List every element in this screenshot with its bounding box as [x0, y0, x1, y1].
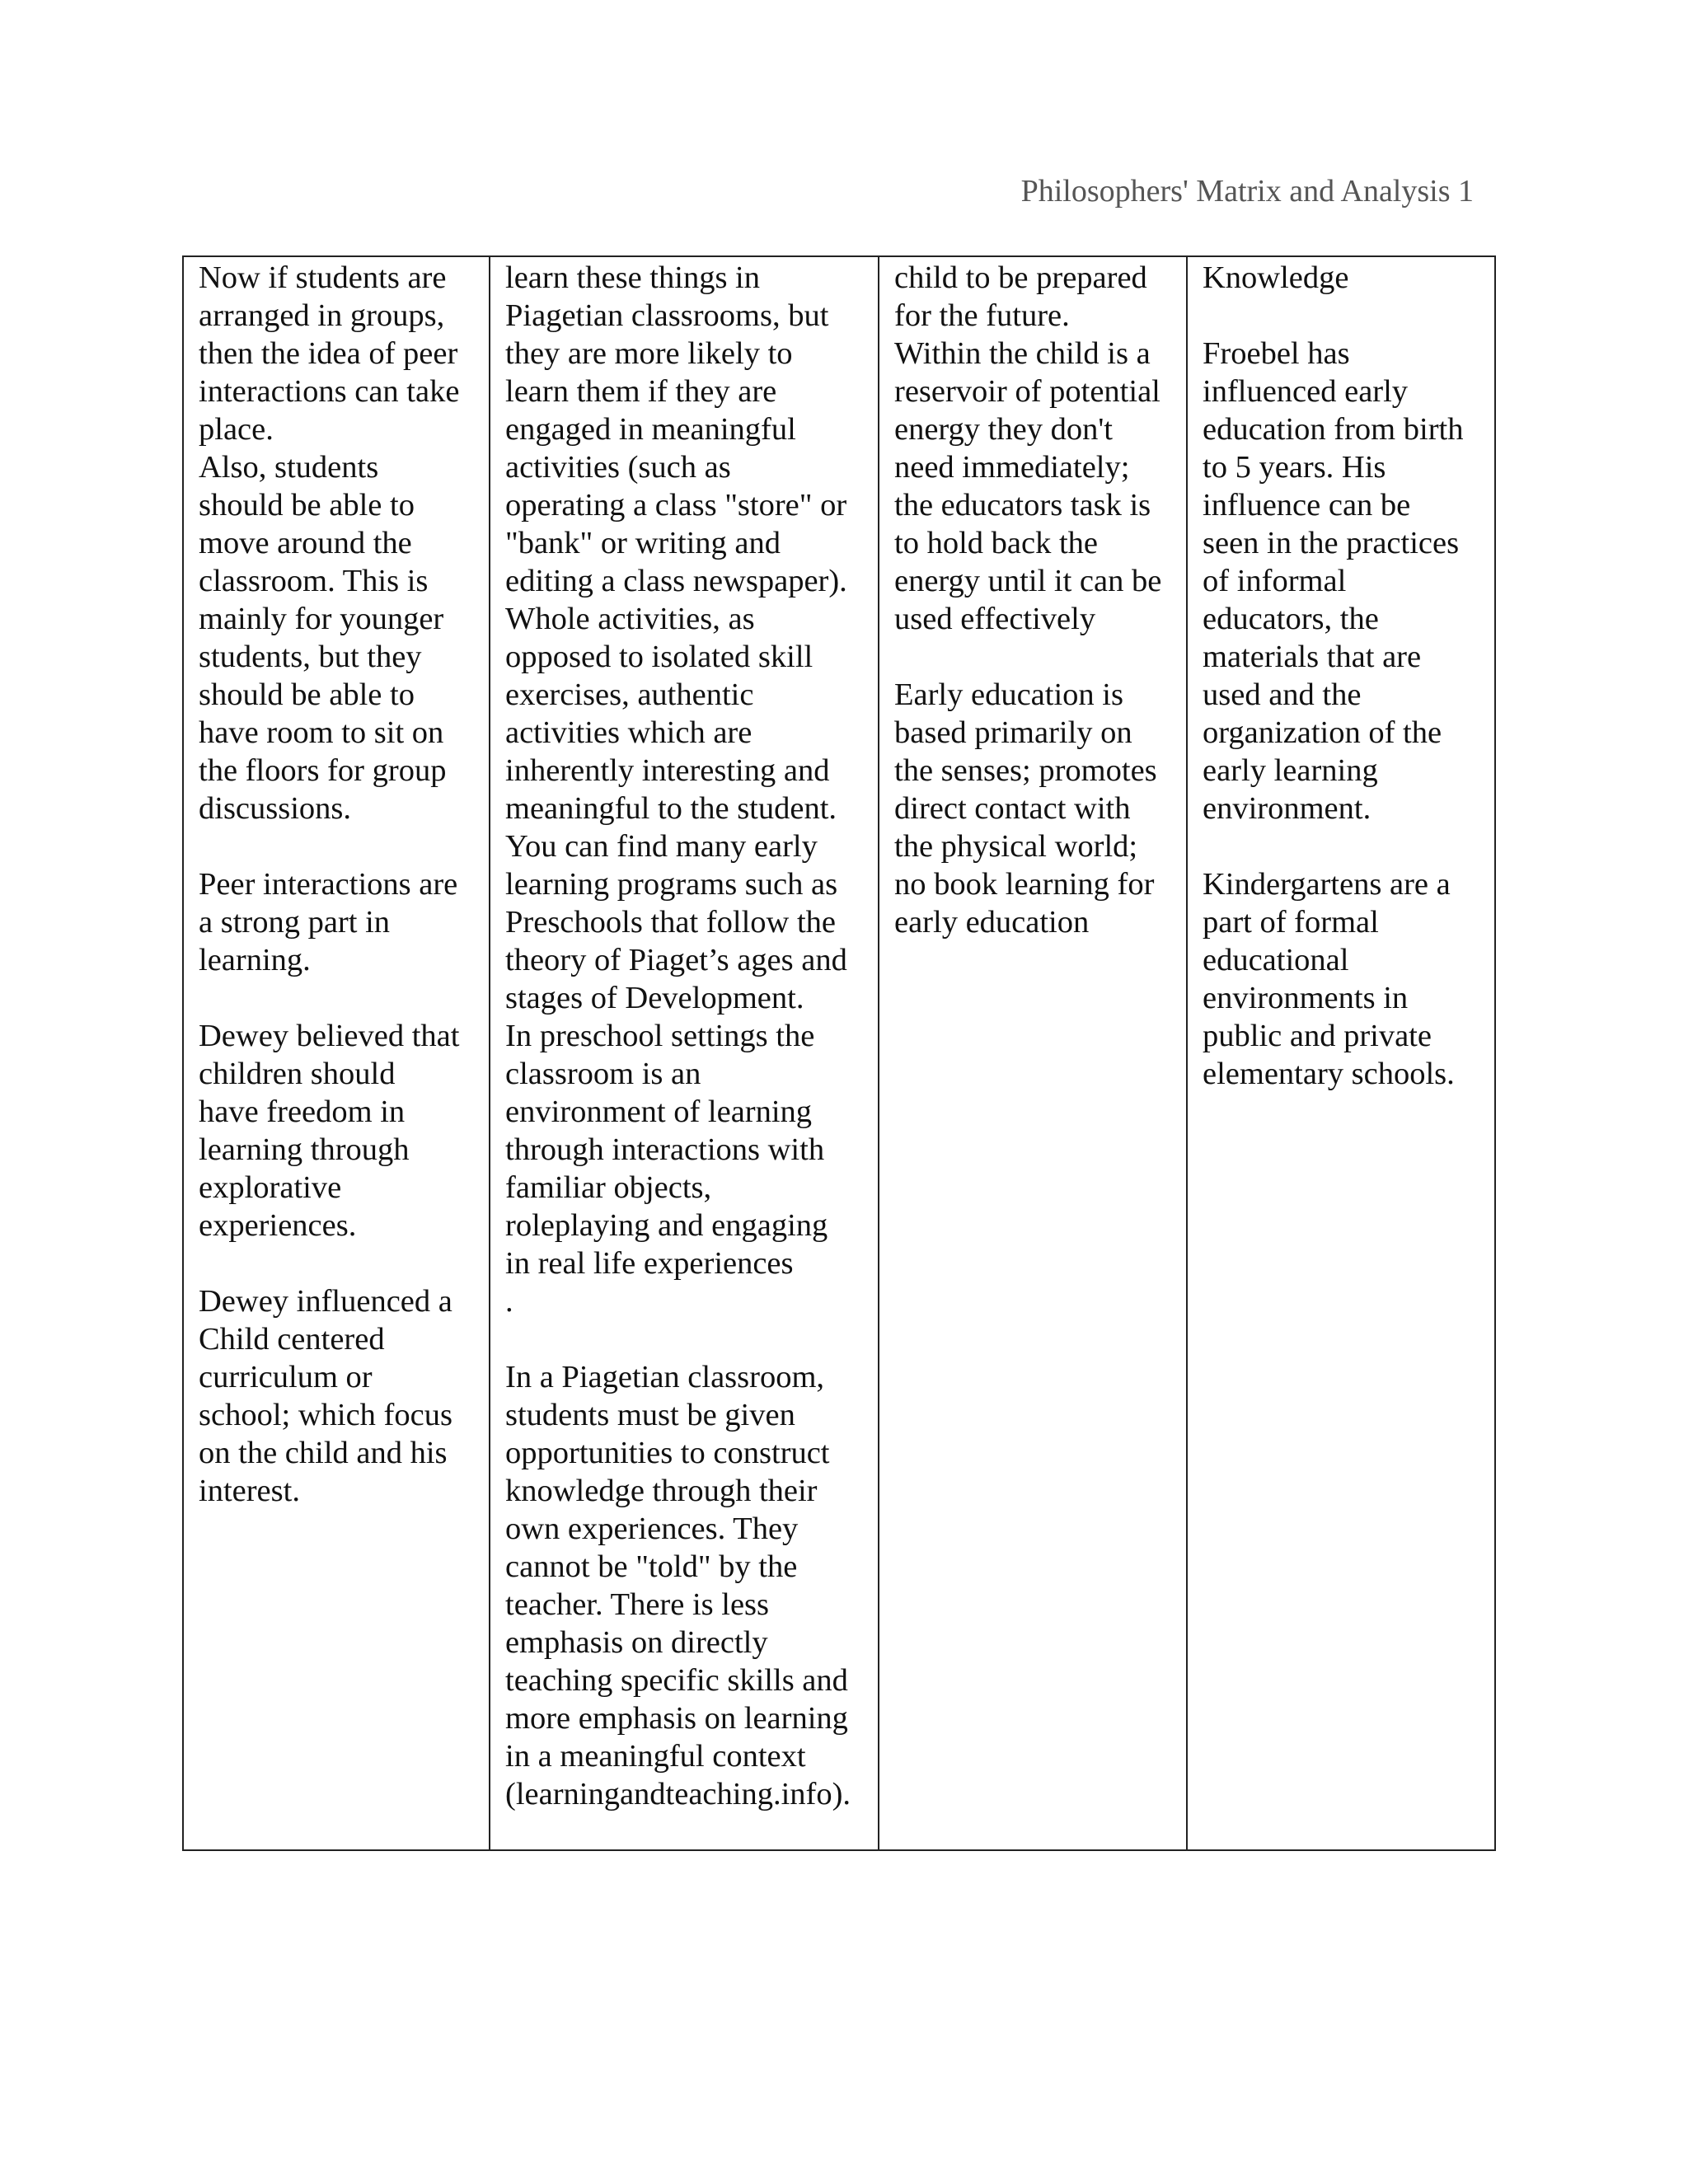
cell-paragraph: Kindergartens are a part of formal educational environments in public and private elementary schools.: [1203, 867, 1455, 1091]
cell-paragraph: Early education is based primarily on the senses; promotes direct contact with the physical world; no book learning for early education: [894, 677, 1157, 940]
matrix-cell-2: [490, 256, 879, 1850]
table-row: [183, 256, 1495, 1850]
running-head: Philosophers' Matrix and Analysis 1: [1020, 174, 1474, 209]
cell-paragraph: Dewey believed that children should have freedom in learning through explorative experiences.: [199, 1019, 460, 1243]
philosophers-matrix-table: [182, 255, 1496, 1851]
cell-paragraph: child to be prepared for the future. Within the child is a reservoir of potential energy they don't need immediately; the educators task is to hold back the energy until it can be used effectively: [894, 260, 1162, 636]
cell-paragraph: Now if students are arranged in groups, then the idea of peer interactions can take place. Also, students should be able to move around the classroom. This is mainly for younger students, but they should be able to have room to sit on the floors for group discussions.: [199, 260, 460, 826]
cell-paragraph: Peer interactions are a strong part in learning.: [199, 867, 458, 977]
matrix-cell-3: [879, 256, 1187, 1850]
cell-paragraph: Knowledge: [1203, 260, 1349, 295]
cell-paragraph: Dewey influenced a Child centered curriculum or school; which focus on the child and his interest.: [199, 1284, 452, 1508]
cell-paragraph: learn these things in Piagetian classrooms, but they are more likely to learn them if they are engaged in meaningful activities (such as operating a class "store" or "bank" or writing and editing a class newspaper). Whole activities, as opposed to isolated skill exercises, authentic activities which are inherently interesting and meaningful to the student. You can find many early learning programs such as Preschools that follow the theory of Piaget’s ages and stages of Development. In preschool settings the classroom is an environment of learning through interactions with familiar objects, roleplaying and engaging in real life experiences .: [505, 260, 847, 1319]
matrix-cell-1: [183, 256, 490, 1850]
matrix-cell-4: [1187, 256, 1495, 1850]
cell-paragraph: In a Piagetian classroom, students must be given opportunities to construct knowledge through their own experiences. They cannot be "told" by the teacher. There is less emphasis on directly teaching specific skills and more emphasis on learning in a meaningful context (learningandteaching.info).: [505, 1360, 851, 1811]
cell-paragraph: Froebel has influenced early education from birth to 5 years. His influence can be seen in the practices of informal educators, the materials that are used and the organization of the early learning environment.: [1203, 336, 1464, 826]
